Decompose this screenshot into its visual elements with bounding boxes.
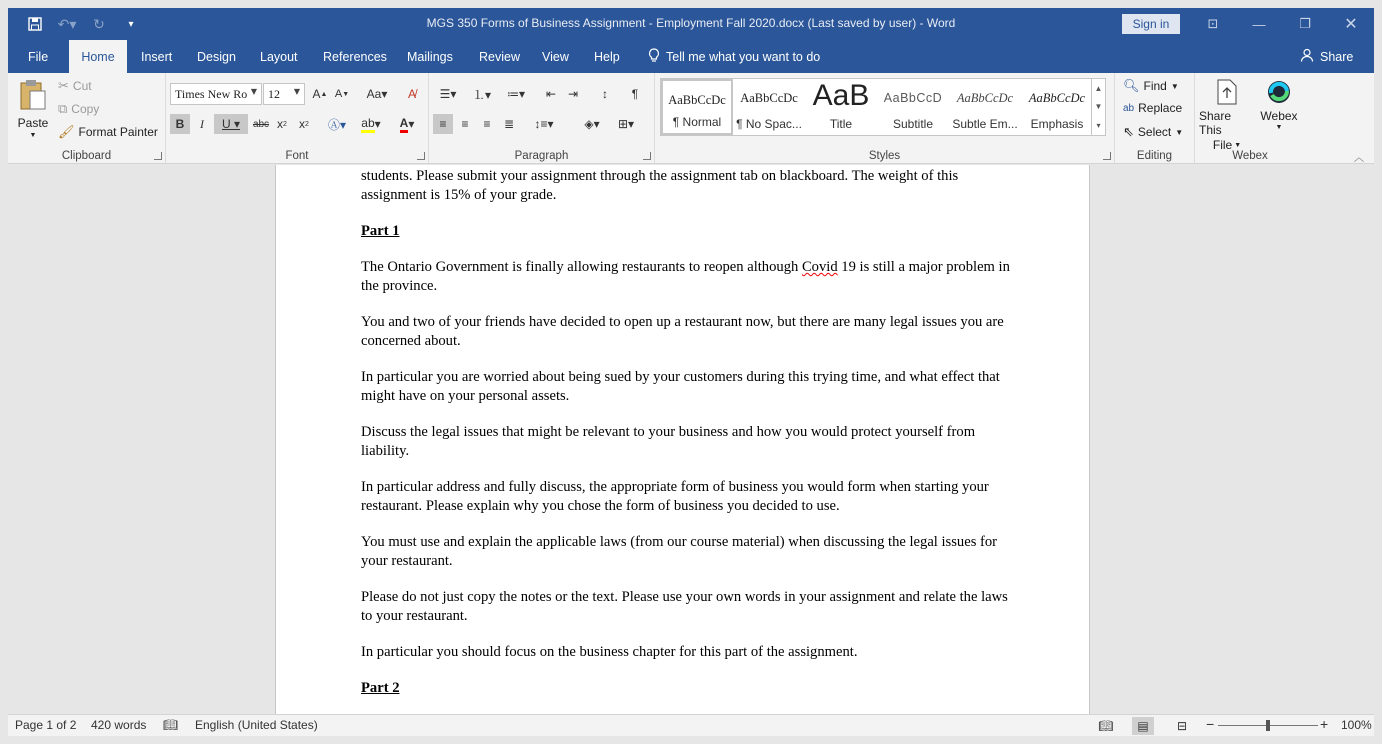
ribbon-tabs bbox=[8, 40, 1374, 73]
styles-group-label: Styles bbox=[868, 150, 901, 162]
clipboard-icon bbox=[19, 79, 47, 114]
undo-icon[interactable]: ↶▾ bbox=[57, 15, 77, 32]
copy-button[interactable] bbox=[58, 101, 99, 117]
increase-indent-icon[interactable]: ⇥ bbox=[567, 87, 579, 101]
subscript-icon[interactable]: x 2 bbox=[277, 117, 287, 131]
font-group-label: Font bbox=[285, 150, 309, 162]
gallery-scrollbar[interactable] bbox=[1091, 79, 1105, 135]
text-run: 19 is still a major problem in the province. bbox=[361, 259, 1010, 294]
tab-help[interactable]: Help bbox=[594, 49, 620, 64]
clipboard-group bbox=[8, 73, 166, 164]
style-name: Subtle Em... bbox=[952, 117, 1018, 131]
editing-group-label: Editing bbox=[1136, 150, 1173, 162]
document-area[interactable] bbox=[8, 165, 1374, 714]
numbering-icon[interactable]: ⒈▾ bbox=[472, 87, 492, 102]
redo-icon[interactable]: ↻ bbox=[93, 15, 105, 32]
word-count[interactable]: 420 words bbox=[91, 718, 147, 732]
style-emphasis[interactable] bbox=[1021, 79, 1093, 135]
tab-review[interactable]: Review bbox=[479, 49, 520, 64]
style-sample: AaBbCcDc bbox=[956, 91, 1014, 105]
cursor-icon: ⇖ bbox=[1123, 124, 1134, 139]
tab-references[interactable]: References bbox=[323, 49, 387, 64]
chevron-down-icon: ▼ bbox=[1234, 141, 1242, 149]
tab-mailings[interactable]: Mailings bbox=[407, 49, 453, 64]
underline-icon[interactable]: U ▾ bbox=[214, 114, 248, 134]
paragraph: Discuss the legal issues that might be relevant to your business and how you would protect yourself from liability. bbox=[361, 424, 976, 459]
paragraph-group-label: Paragraph bbox=[514, 150, 569, 162]
font-group bbox=[166, 73, 429, 164]
clipboard-dialog-launcher-icon[interactable] bbox=[154, 152, 162, 160]
shrink-font-icon[interactable]: A ▼ bbox=[334, 88, 350, 100]
font-dialog-launcher-icon[interactable] bbox=[417, 152, 425, 160]
cut-button[interactable] bbox=[58, 78, 92, 94]
webex-button[interactable] bbox=[1259, 79, 1299, 131]
paragraph: Please do not just copy the notes or the text. Please use your own words in your assignment and relate the laws to your restaurant. bbox=[361, 589, 1008, 624]
zoom-slider-thumb[interactable] bbox=[1266, 720, 1270, 731]
title-bar bbox=[8, 8, 1374, 40]
multilevel-list-icon[interactable]: ≔▾ bbox=[506, 87, 526, 101]
scroll-down-icon[interactable]: ▼ bbox=[1094, 102, 1103, 112]
decrease-indent-icon[interactable]: ⇤ bbox=[545, 87, 557, 101]
align-left-icon[interactable]: ≡ bbox=[433, 114, 453, 134]
webex-label: Webex bbox=[1260, 109, 1298, 123]
tell-me-text: Tell me what you want to do bbox=[666, 49, 821, 64]
share-this-file-button[interactable] bbox=[1199, 79, 1255, 152]
style-subtitle[interactable] bbox=[877, 79, 949, 135]
print-layout-icon[interactable]: ▤ bbox=[1132, 717, 1154, 735]
ribbon-display-options-icon[interactable]: ⊡ bbox=[1207, 16, 1219, 31]
search-icon: 🔍︎ bbox=[1123, 78, 1140, 93]
style-sample: AaB bbox=[812, 79, 870, 112]
paste-button[interactable] bbox=[16, 79, 50, 139]
language[interactable]: English (United States) bbox=[195, 718, 318, 732]
share-button[interactable] bbox=[1300, 40, 1353, 73]
paragraph-dialog-launcher-icon[interactable] bbox=[643, 152, 651, 160]
zoom-level[interactable]: 100% bbox=[1341, 718, 1372, 732]
align-center-icon[interactable]: ≡ bbox=[461, 117, 469, 131]
tab-view[interactable]: View bbox=[542, 49, 569, 64]
web-layout-icon[interactable]: ⊟ bbox=[1176, 719, 1188, 733]
borders-icon[interactable]: ⊞▾ bbox=[617, 117, 635, 131]
style-sample: AaBbCcDc bbox=[1028, 91, 1086, 105]
chevron-down-icon: ▼ bbox=[293, 87, 300, 96]
spelling-error[interactable]: Covid bbox=[801, 259, 838, 275]
style-sample: AaBbCcDc bbox=[668, 93, 726, 107]
zoom-slider[interactable] bbox=[1218, 725, 1318, 726]
clipboard-group-label: Clipboard bbox=[61, 150, 112, 162]
minimize-icon[interactable]: — bbox=[1252, 16, 1266, 32]
replace-icon: ab bbox=[1123, 102, 1135, 114]
text-effects-icon[interactable]: Ⓐ▾ bbox=[327, 117, 347, 132]
text-run: The Ontario Government is finally allowing restaurants to reopen although bbox=[361, 259, 802, 275]
heading-part-2: Part 2 bbox=[361, 680, 400, 696]
share-file-label: File bbox=[1212, 138, 1233, 152]
zoom-out-icon[interactable]: − bbox=[1206, 716, 1215, 732]
italic-icon[interactable]: I bbox=[200, 116, 204, 131]
style-title[interactable] bbox=[805, 79, 877, 135]
justify-icon[interactable]: ≣ bbox=[503, 117, 515, 131]
grow-font-icon[interactable]: A ▲ bbox=[312, 87, 328, 101]
format-painter-label: Format Painter bbox=[78, 125, 158, 139]
status-bar bbox=[8, 714, 1374, 736]
webex-icon bbox=[1266, 79, 1292, 108]
share-file-icon bbox=[1216, 79, 1238, 108]
document-body[interactable] bbox=[361, 167, 1021, 714]
zoom-in-icon[interactable]: + bbox=[1320, 716, 1329, 732]
tell-me-search[interactable] bbox=[648, 40, 820, 73]
more-styles-icon[interactable]: ▾ bbox=[1096, 121, 1101, 131]
webex-group-label: Webex bbox=[1232, 150, 1268, 162]
chevron-down-icon: ▼ bbox=[1170, 81, 1179, 91]
font-size-select[interactable] bbox=[263, 83, 305, 105]
copy-icon: ⧉ bbox=[58, 101, 68, 116]
style-sample: AaBbCcDc bbox=[740, 91, 798, 105]
paragraph: You and two of your friends have decided to open up a restaurant now, but there are many legal issues you are concerned about. bbox=[361, 314, 1004, 349]
paragraph: students. Please submit your assignment through the assignment tab on blackboard. The weight of this assignment is 15% of your grade. bbox=[361, 168, 959, 203]
window-title: MGS 350 Forms of Business Assignment - Employment Fall 2020.docx (Last saved by user) - Word bbox=[426, 16, 956, 30]
restore-icon[interactable]: ❐ bbox=[1299, 16, 1311, 31]
font-family-value: Times New Ro bbox=[175, 86, 248, 101]
chevron-down-icon: ▼ bbox=[1275, 124, 1283, 131]
change-case-icon[interactable]: Aa▾ bbox=[366, 87, 388, 101]
ribbon bbox=[8, 73, 1374, 164]
paragraph bbox=[361, 258, 1021, 296]
style-name: Subtitle bbox=[892, 117, 934, 131]
paragraph-group bbox=[429, 73, 655, 164]
webex-group bbox=[1195, 73, 1305, 164]
paragraph: In particular you should focus on the business chapter for this part of the assignment. bbox=[361, 644, 858, 660]
share-label: Share bbox=[1320, 49, 1354, 64]
show-formatting-marks-icon[interactable]: ¶ bbox=[631, 87, 639, 101]
align-right-icon[interactable]: ≡ bbox=[483, 117, 491, 131]
proofing-icon[interactable]: 📖︎ bbox=[163, 718, 179, 732]
lightbulb-icon bbox=[648, 48, 660, 66]
styles-gallery bbox=[660, 78, 1106, 136]
heading-part-1: Part 1 bbox=[361, 223, 400, 239]
read-mode-icon[interactable]: 📖︎ bbox=[1098, 719, 1114, 733]
font-color-icon[interactable]: A ▾ bbox=[399, 115, 415, 131]
format-painter-button[interactable] bbox=[58, 124, 158, 140]
clear-formatting-icon[interactable]: A̸ bbox=[407, 87, 416, 101]
person-icon bbox=[1300, 48, 1314, 65]
paragraph: You must use and explain the applicable laws (from our course material) when discussing the legal issues for your restaurant. bbox=[361, 534, 998, 569]
cut-label: Cut bbox=[72, 79, 92, 93]
customize-qat-icon[interactable]: ▾ bbox=[128, 18, 134, 30]
style-no-spacing[interactable] bbox=[733, 79, 805, 135]
tab-file[interactable]: File bbox=[28, 49, 49, 64]
select-button[interactable] bbox=[1123, 124, 1183, 140]
scissors-icon: ✂ bbox=[58, 78, 69, 93]
scroll-up-icon[interactable]: ▲ bbox=[1094, 83, 1103, 93]
copy-label: Copy bbox=[71, 102, 100, 116]
style-subtle-emphasis[interactable] bbox=[949, 79, 1021, 135]
bold-icon[interactable]: B bbox=[170, 114, 190, 134]
share-this-label: Share This bbox=[1199, 109, 1232, 137]
line-spacing-icon[interactable]: ↕≡▾ bbox=[534, 117, 554, 131]
paragraph: In particular address and fully discuss, the appropriate form of business you would form when starting your restaurant. Please explain why you chose the form of business you decided to use. bbox=[361, 479, 989, 514]
editing-group bbox=[1115, 73, 1195, 164]
close-icon[interactable]: ✕ bbox=[1344, 16, 1358, 33]
document-page[interactable] bbox=[275, 165, 1090, 714]
superscript-icon[interactable]: x 2 bbox=[299, 117, 309, 131]
paragraph: In particular you are worried about being sued by your customers during this trying time, and what effect that might have on your personal assets. bbox=[361, 369, 1000, 404]
font-size-value: 12 bbox=[268, 86, 280, 101]
chevron-down-icon: ▼ bbox=[250, 87, 257, 96]
sign-in-button[interactable]: Sign in bbox=[1122, 14, 1180, 34]
replace-label: Replace bbox=[1138, 101, 1183, 115]
tab-layout[interactable]: Layout bbox=[260, 49, 298, 64]
page-count[interactable]: Page 1 of 2 bbox=[15, 718, 77, 732]
select-label: Select bbox=[1137, 125, 1172, 139]
bullets-icon[interactable]: ☰▾ bbox=[439, 87, 457, 101]
style-sample: AaBbCcD bbox=[883, 91, 943, 105]
strikethrough-icon[interactable]: abc bbox=[252, 118, 270, 130]
chevron-down-icon: ▼ bbox=[29, 132, 37, 139]
paste-label: Paste bbox=[17, 116, 49, 130]
find-label: Find bbox=[1143, 79, 1167, 93]
style-name: Emphasis bbox=[1030, 117, 1084, 131]
style-name: Title bbox=[829, 117, 853, 131]
tab-home[interactable]: Home bbox=[69, 40, 127, 73]
find-button[interactable] bbox=[1123, 78, 1179, 94]
style-normal[interactable] bbox=[661, 79, 733, 135]
replace-button[interactable] bbox=[1123, 101, 1182, 115]
shading-icon[interactable]: ◈▾ bbox=[584, 117, 600, 131]
chevron-down-icon: ▼ bbox=[1175, 127, 1184, 137]
collapse-ribbon-icon[interactable]: ︿ bbox=[1354, 153, 1364, 164]
tab-insert[interactable]: Insert bbox=[141, 49, 173, 64]
style-name: ¶ No Spac... bbox=[736, 117, 802, 131]
paintbrush-icon: 🖌 bbox=[58, 124, 75, 139]
styles-dialog-launcher-icon[interactable] bbox=[1103, 152, 1111, 160]
font-family-select[interactable] bbox=[170, 83, 262, 105]
sort-icon[interactable]: ↕ bbox=[602, 87, 608, 101]
style-name: ¶ Normal bbox=[672, 115, 722, 129]
tab-design[interactable]: Design bbox=[197, 49, 236, 64]
highlight-color-icon[interactable]: ab ▾ bbox=[361, 115, 381, 131]
